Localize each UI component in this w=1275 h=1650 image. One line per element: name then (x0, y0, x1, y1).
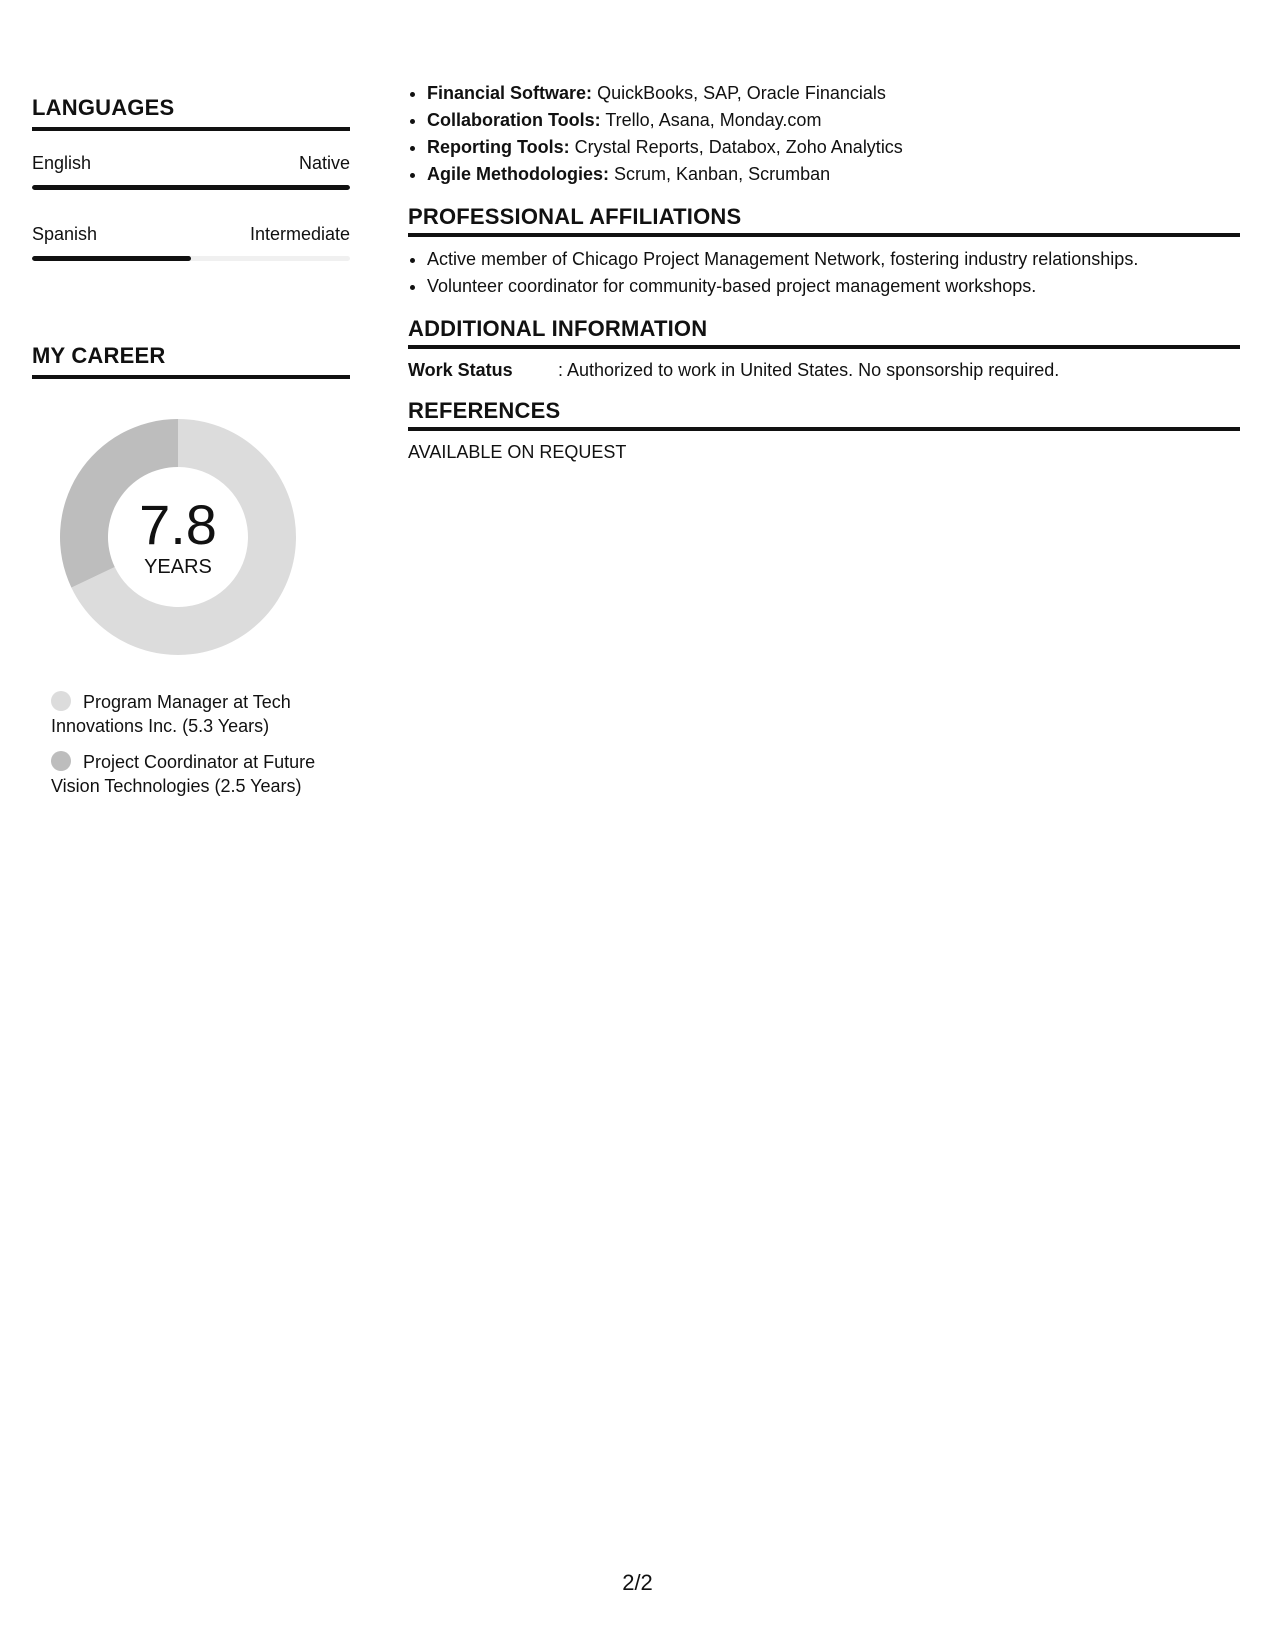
skill-value: Scrum, Kanban, Scrumban (614, 164, 831, 184)
career-total-value: 7.8 (139, 493, 217, 556)
references-text: AVAILABLE ON REQUEST (408, 442, 627, 462)
list-item (427, 134, 1240, 161)
legend-label: Project Coordinator at Future Vision Technologies (2.5 Years) (51, 752, 316, 796)
work-status-value: : Authorized to work in United States. No sponsorship required. (558, 360, 1060, 380)
legend-dot-icon (51, 691, 71, 711)
languages-heading: LANGUAGES (32, 95, 350, 131)
references-heading: REFERENCES (408, 398, 1240, 431)
language-level: Intermediate (249, 224, 350, 244)
career-heading: MY CAREER (32, 343, 350, 379)
sidebar (32, 95, 350, 810)
skills-list (408, 80, 1240, 188)
language-proficiency-bar (32, 185, 350, 190)
affiliations-heading: PROFESSIONAL AFFILIATIONS (408, 204, 1240, 237)
language-level: Native (298, 153, 350, 173)
page-number: 2/2 (622, 1570, 653, 1595)
language-item-english (32, 153, 350, 190)
language-proficiency-fill (32, 185, 350, 190)
list-item (427, 161, 1240, 188)
language-name: English (32, 153, 92, 173)
skill-label: Financial Software: (427, 83, 593, 103)
main-content (408, 80, 1240, 464)
language-proficiency-fill (32, 256, 191, 261)
legend-dot-icon (51, 751, 71, 771)
skill-value: Crystal Reports, Databox, Zoho Analytics (574, 137, 903, 157)
legend-label: Program Manager at Tech Innovations Inc. (5.3 Years) (51, 692, 291, 736)
career-legend (51, 690, 341, 798)
skill-label: Agile Methodologies: (427, 164, 609, 184)
skill-value: Trello, Asana, Monday.com (605, 110, 822, 130)
list-item (427, 107, 1240, 134)
list-item: • Volunteer coordinator for community-based project management workshops. (427, 273, 1240, 300)
list-item: • Active member of Chicago Project Management Network, fostering industry relationships. (427, 246, 1240, 273)
career-donut-chart (53, 412, 303, 662)
skill-value: QuickBooks, SAP, Oracle Financials (597, 83, 886, 103)
legend-item (51, 690, 341, 738)
skill-label: Reporting Tools: (427, 137, 570, 157)
work-status-row (408, 358, 1240, 382)
career-total-unit: YEARS (144, 556, 212, 578)
work-status-label: Work Status (408, 360, 513, 380)
additional-info-heading: ADDITIONAL INFORMATION (408, 316, 1240, 349)
language-item-spanish (32, 224, 350, 261)
donut-center (53, 412, 303, 662)
affiliations-list (408, 246, 1240, 300)
skill-label: Collaboration Tools: (427, 110, 601, 130)
language-proficiency-bar (32, 256, 350, 261)
language-name: Spanish (32, 224, 98, 244)
list-item (427, 80, 1240, 107)
legend-item (51, 750, 341, 798)
